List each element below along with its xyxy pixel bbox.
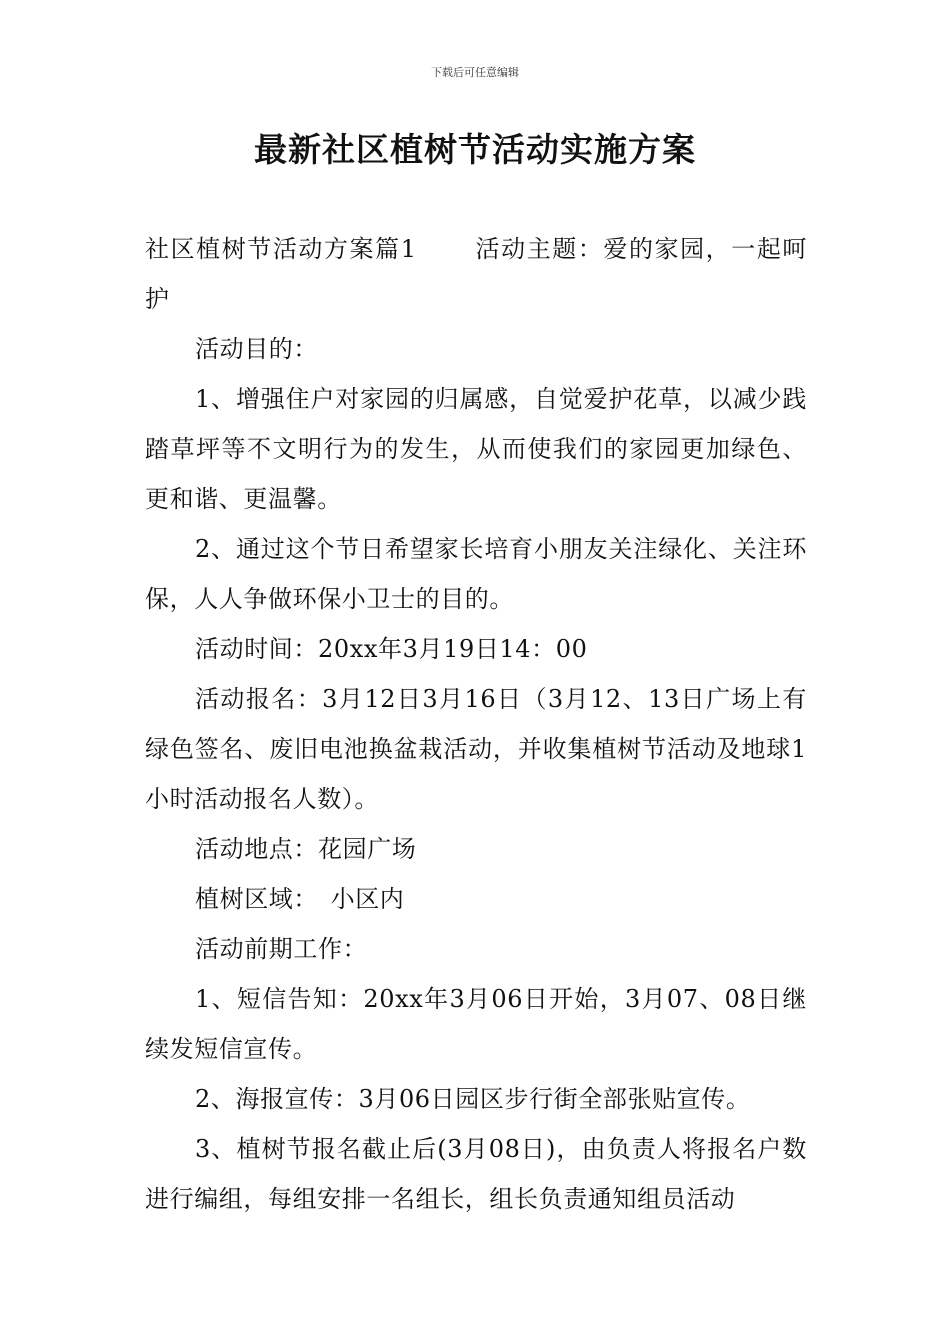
activity-theme: 活动主题：爱的家园，一起呵护 (145, 235, 807, 313)
paragraph-location: 活动地点：花园广场 (195, 835, 417, 863)
paragraph-registration: 活动报名：3月12日3月16日（3月12、13日广场上有绿色签名、废旧电池换盆栽活动，并收集植树节活动及地球1小时活动报名人数）。 (145, 685, 807, 813)
paragraph-sms-notice: 1、短信告知：20xx年3月06日开始，3月07、08日继续发短信宣传。 (145, 985, 807, 1063)
paragraph-purpose-label: 活动目的： (195, 335, 318, 363)
page-header-note: 下载后可任意编辑 (431, 66, 519, 79)
paragraph-time: 活动时间：20xx年3月19日14：00 (195, 635, 588, 663)
paragraph-grouping: 3、植树节报名截止后(3月08日)，由负责人将报名户数进行编组，每组安排一名组长，组长负责通知组员活动 (145, 1135, 807, 1213)
section-heading: 社区植树节活动方案篇1 (145, 235, 417, 263)
paragraph-planting-area: 植树区域： 小区内 (195, 885, 405, 913)
document-title: 最新社区植树节活动实施方案 (254, 130, 696, 169)
paragraph-preparation-label: 活动前期工作： (195, 935, 368, 963)
document-body (145, 224, 807, 1224)
paragraph-purpose-1: 1、增强住户对家园的归属感，自觉爱护花草，以减少践踏草坪等不文明行为的发生，从而使我们的家园更加绿色、更和谐、更温馨。 (145, 385, 807, 513)
paragraph-poster: 2、海报宣传：3月06日园区步行街全部张贴宣传。 (195, 1085, 751, 1113)
paragraph-purpose-2: 2、通过这个节日希望家长培育小朋友关注绿化、关注环保，人人争做环保小卫士的目的。 (145, 535, 807, 613)
intro-paragraph (145, 224, 807, 324)
